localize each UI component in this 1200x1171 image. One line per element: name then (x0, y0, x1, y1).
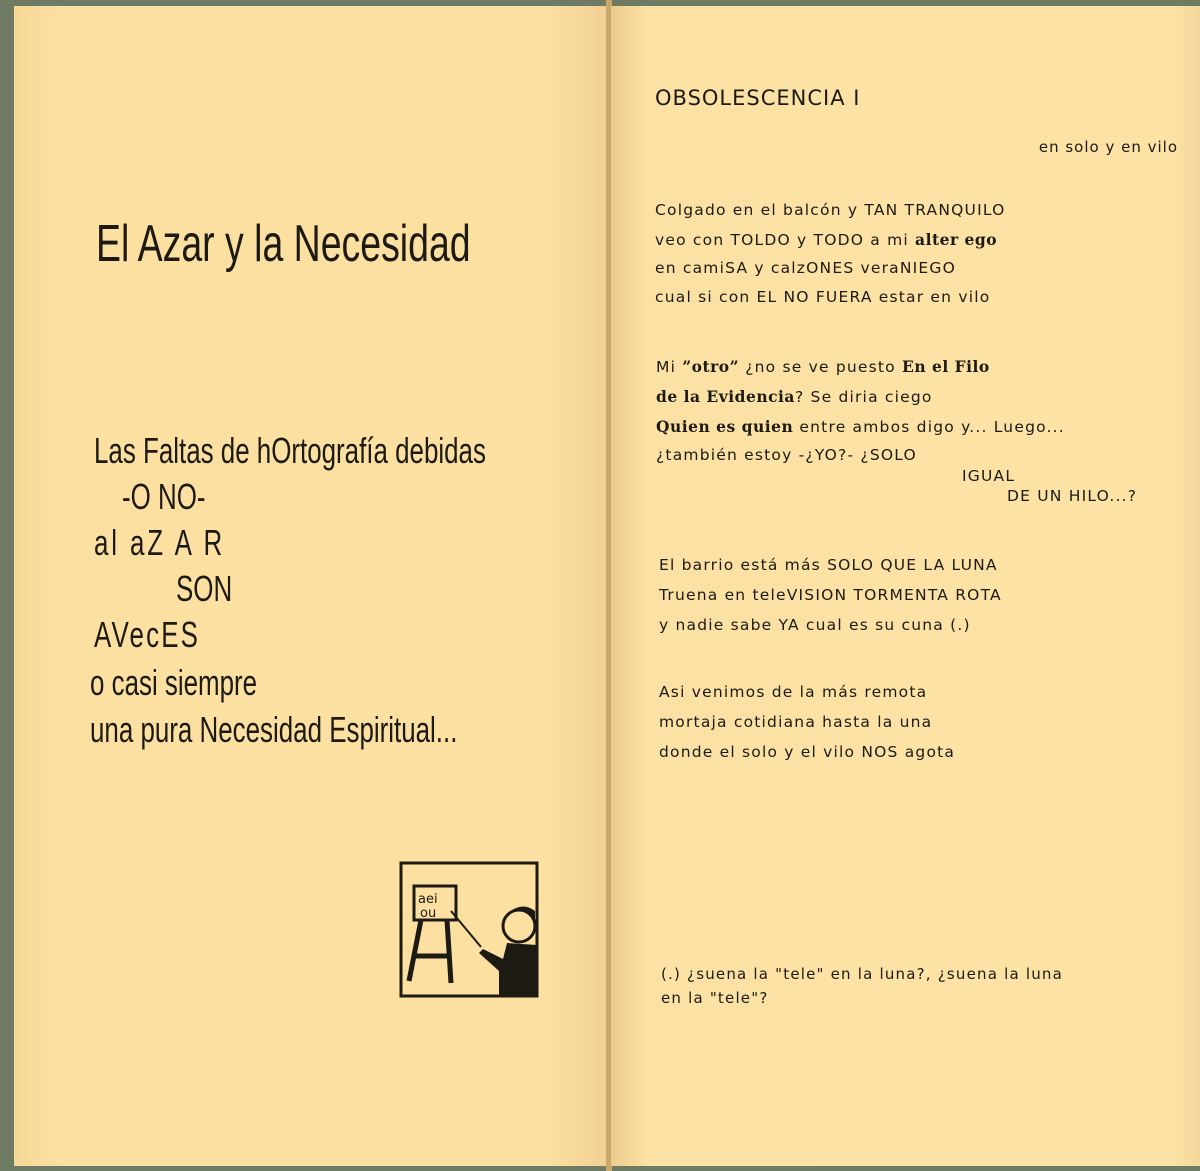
poem-line (659, 556, 998, 574)
line-text: veo con TOLDO y TODO a mi (655, 231, 916, 249)
poem-line (659, 743, 955, 761)
line-text: Colgado en el balcón y TAN TRANQUILO (655, 201, 1006, 219)
footnote-line (661, 965, 1063, 983)
poem-line-text: o casi siempre (90, 662, 258, 703)
teacher-illustration (399, 861, 539, 999)
poem-line (90, 709, 600, 751)
right-page (611, 6, 1200, 1166)
poem-line (655, 259, 956, 277)
line-text: Asi venimos de la más remota (659, 683, 928, 701)
poem-line (659, 586, 1002, 604)
line-text: Mi (656, 358, 683, 376)
poem-line (659, 683, 927, 701)
line-text: ¿también estoy -¿YO?- ¿SOLO (656, 446, 917, 464)
line-text: El barrio está más SOLO QUE LA LUNA (659, 556, 998, 574)
poem-line (176, 568, 254, 610)
footnote-line (661, 989, 769, 1007)
line-text: Truena en teleVISION TORMENTA ROTA (659, 586, 1002, 604)
left-page (14, 6, 608, 1166)
line-text: entre ambos digo y... Luego... (793, 418, 1065, 436)
poem-line-text: una pura Necesidad Espiritual... (90, 709, 458, 750)
poem-line (90, 662, 322, 704)
line-text: ¿no se ve puesto (739, 358, 902, 376)
poem-line (656, 357, 990, 376)
bold-text: alter ego (915, 230, 998, 249)
poem-line (659, 616, 971, 634)
line-text: IGUAL (962, 467, 1016, 485)
poem-line (659, 713, 932, 731)
bold-text: Quien es quien (656, 417, 794, 436)
svg-text:ou: ou (420, 906, 437, 921)
epigraph: en solo y en vilo (1038, 138, 1178, 156)
poem-line (655, 201, 1006, 219)
line-text: cual si con EL NO FUERA estar en vilo (655, 288, 991, 306)
line-text: (.) ¿suena la "tele" en la luna?, ¿suena la luna (661, 965, 1063, 983)
bold-text: de la Evidencia (656, 387, 795, 406)
poem-line (94, 522, 276, 564)
poem-line (655, 288, 990, 306)
poem-line (656, 446, 917, 464)
line-text: donde el solo y el vilo NOS agota (659, 743, 956, 761)
poem-line-text: -O NO- (122, 476, 206, 517)
poem-line (656, 417, 1065, 436)
poem-line (1007, 487, 1137, 505)
bold-text: En el Filo (902, 357, 990, 376)
line-text: en camiSA y calzONES veraNIEGO (655, 259, 957, 277)
line-text: mortaja cotidiana hasta la una (659, 713, 933, 731)
svg-text:aei: aei (418, 892, 438, 907)
poem-line-text: SON (176, 568, 233, 609)
line-text: ? Se diria ciego (794, 388, 933, 406)
poem-line (94, 430, 638, 472)
poem-line-text: AVecES (94, 614, 201, 655)
title-text: El Azar y la Necesidad (96, 215, 471, 273)
poem-line (962, 467, 1015, 485)
poem-line (122, 476, 238, 518)
poem-title: OBSOLESCENCIA I (655, 86, 861, 110)
line-text: DE UN HILO...? (1007, 487, 1138, 505)
line-text: y nadie sabe YA cual es su cuna (.) (659, 616, 971, 634)
poem-line-text: al aZ A R (94, 522, 226, 563)
poem-line (94, 614, 241, 656)
poem-line-text: Las Faltas de hOrtografía debidas (94, 430, 486, 471)
line-text: en la "tele"? (661, 989, 769, 1007)
poem-line (656, 387, 933, 406)
page-title (96, 214, 616, 274)
poem-line (655, 230, 997, 249)
bold-text: ”otro” (682, 357, 740, 376)
